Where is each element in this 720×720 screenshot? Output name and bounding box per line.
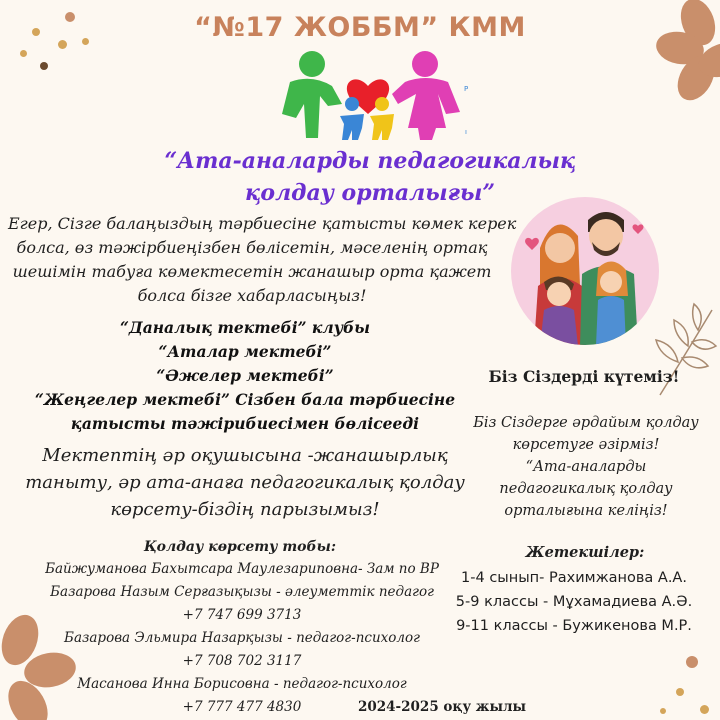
clubs-list — [10, 316, 480, 436]
family-logo — [270, 48, 470, 143]
academic-year: 2024-2025 оқу жылы — [357, 699, 527, 715]
club-line: қатысты тәжірибиесімен бөлісееді — [70, 414, 420, 433]
leader-item: 1-4 сынып- Рахимжанова А.А. — [461, 570, 687, 586]
illustration-boy-face — [547, 282, 571, 306]
support-phone: +7 747 699 3713 — [182, 607, 302, 623]
invitation-line: көрсетуге әзірміз! — [512, 437, 660, 453]
school-title: “№17 ЖОББМ” КММ — [194, 12, 526, 43]
support-member: Базарова Эльмира Назарқызы - педагог-психолог — [64, 630, 420, 646]
intro-line: болса бізге хабарласыңыз! — [137, 286, 367, 305]
leaders-title: Жетекшілер: — [525, 544, 645, 561]
intro-line: Егер, Сізге балаңыздың тәрбиесіне қатысты көмек керек — [8, 214, 517, 233]
illustration-girl-face — [600, 271, 622, 293]
logo-pink-figure-body — [392, 78, 460, 140]
logo-blue-child-body — [340, 114, 364, 140]
leader-item: 9-11 классы - Бужикенова М.Р. — [456, 618, 692, 634]
family-illustration — [510, 196, 660, 346]
support-phone: +7 777 477 4830 — [182, 699, 302, 715]
invitation-line: педагогикалық қолдау — [499, 481, 673, 497]
intro-paragraph — [8, 212, 517, 308]
intro-line: болса, өз тәжірбиеңізбен бөлісетін, мәселенің ортақ — [16, 238, 488, 257]
center-heading-line-1: “Ата-аналарды педагогикалық — [164, 148, 576, 174]
logo-yellow-child-body — [370, 114, 394, 140]
mission-line: көрсету-біздің парызымыз! — [110, 499, 380, 520]
support-member: Байжуманова Бахытсара Маулезариповна- Зам по ВР — [45, 561, 439, 577]
club-line: “Жеңгелер мектебі” Сізбен бала тәрбиесіне — [34, 390, 456, 409]
intro-line: шешімін табуға көмектесетін жанашыр орта қажет — [12, 262, 492, 281]
mission-line: таныту, әр ата-анаға педагогикалық қолдау — [25, 472, 465, 493]
mission-statement — [6, 442, 484, 523]
logo-green-figure-body — [282, 79, 342, 138]
support-group-list — [0, 558, 484, 719]
logo-pink-figure-head — [412, 51, 438, 77]
logo-side-letter-top: P — [464, 85, 469, 93]
club-line: “Даналық тектебі” клубы — [120, 318, 370, 337]
mission-line: Мектептің әр оқушысына -жанашырлық — [42, 445, 448, 466]
illustration-boy-body — [540, 306, 578, 346]
support-member: Базарова Назым Серғазықызы - әлеуметтік педагог — [50, 584, 434, 600]
invitation-line: “Ата-аналарды — [525, 459, 647, 475]
club-line: “Әжелер мектебі” — [156, 366, 334, 385]
illustration-mother-face — [545, 233, 575, 263]
center-heading-line-2: қолдау орталығы” — [244, 180, 496, 206]
we-wait-heading: Біз Сіздерді күтеміз! — [488, 367, 680, 386]
invitation-text — [466, 412, 706, 522]
logo-side-letter-bottom: ı — [465, 128, 467, 136]
invitation-line: орталығына келіңіз! — [504, 503, 668, 519]
logo-yellow-child-head — [375, 97, 389, 111]
leader-item: 5-9 классы - Мұхамадиева А.Ә. — [455, 594, 693, 610]
support-phone: +7 708 702 3117 — [182, 653, 302, 669]
illustration-girl-body — [596, 296, 626, 346]
leaders-list — [438, 566, 710, 638]
invitation-line: Біз Сіздерге әрдайым қолдау — [473, 415, 699, 431]
logo-blue-child-head — [345, 97, 359, 111]
support-group-title: Қолдау көрсету тобы: — [143, 539, 337, 555]
club-line: “Аталар мектебі” — [158, 342, 332, 361]
logo-green-figure-head — [299, 51, 325, 77]
support-member: Масанова Инна Борисовна - педагог-психолог — [77, 676, 407, 692]
